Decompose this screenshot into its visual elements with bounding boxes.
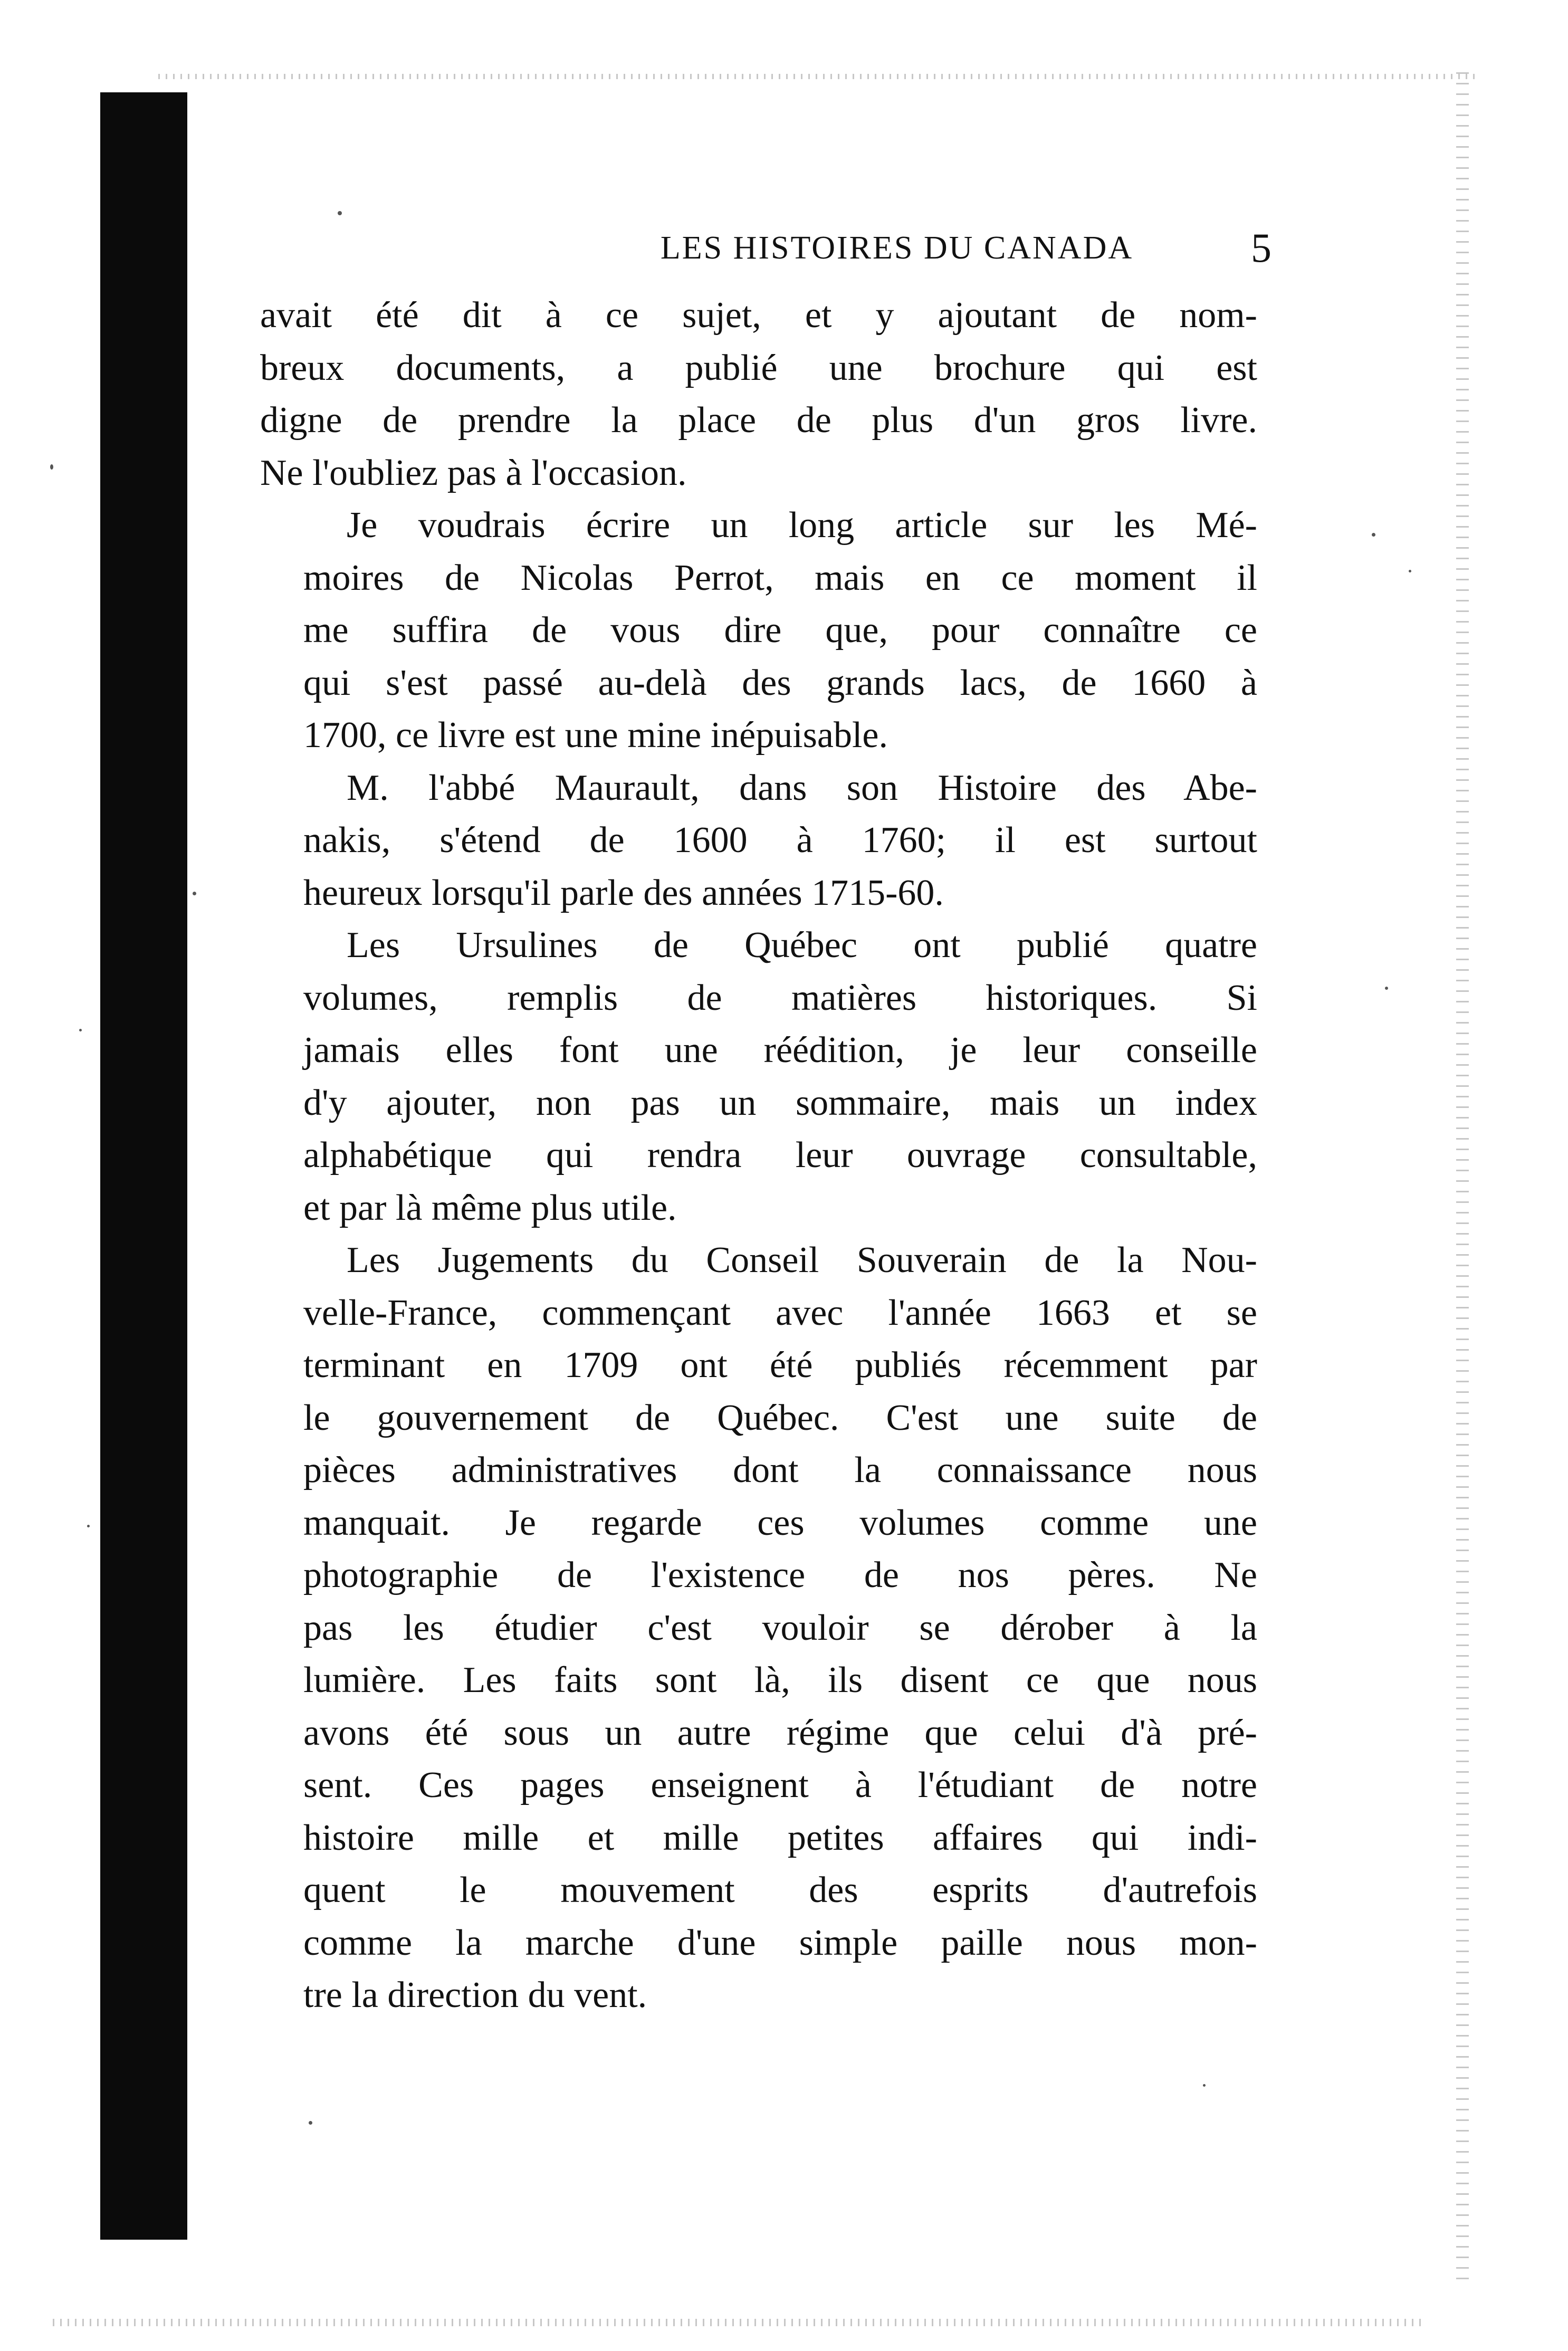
text-line: 1700, ce livre est une mine inépuisable. (303, 715, 888, 756)
paragraph (260, 289, 1257, 499)
text-line: qui s'est passé au-delà des grands lacs, de 1660 à (303, 662, 1257, 703)
paragraph (260, 1234, 1257, 2022)
text-line: comme la marche d'une simple paille nous mon- (303, 1922, 1257, 1963)
text-line: tre la direction du vent. (303, 1975, 647, 2015)
text-line: lumière. Les faits sont là, ils disent ce que nous (303, 1660, 1257, 1700)
text-line: d'y ajouter, non pas un sommaire, mais un index (303, 1082, 1257, 1123)
text-line: avons été sous un autre régime que celui d'à pré- (303, 1712, 1257, 1753)
bottom-edge-noise (53, 2319, 1424, 2326)
binding-shadow (100, 92, 187, 2240)
text-line: moires de Nicolas Perrot, mais en ce moment il (303, 557, 1257, 598)
text-line: Les Ursulines de Québec ont publié quatre (347, 925, 1257, 966)
right-edge-noise (1456, 63, 1469, 2279)
paragraph (260, 919, 1257, 1234)
text-line: quent le mouvement des esprits d'autrefois (303, 1870, 1257, 1910)
running-head: LES HISTOIRES DU CANADA (660, 230, 1134, 266)
paragraph (260, 762, 1257, 920)
text-line: histoire mille et mille petites affaires qui indi- (303, 1817, 1257, 1858)
text-line: jamais elles font une réédition, je leur conseille (303, 1030, 1257, 1071)
text-line: pas les étudier c'est vouloir se dérober à la (303, 1607, 1257, 1648)
text-line: le gouvernement de Québec. C'est une suite de (303, 1397, 1257, 1438)
text-line: velle-France, commençant avec l'année 1663 et se (303, 1292, 1257, 1333)
text-line: Les Jugements du Conseil Souverain de la Nou- (347, 1240, 1257, 1280)
top-edge-noise (158, 74, 1477, 79)
page-number: 5 (1251, 225, 1271, 271)
text-line: digne de prendre la place de plus d'un gros livre. (260, 400, 1257, 441)
text-line: Je voudrais écrire un long article sur les Mé- (347, 505, 1257, 546)
text-line: alphabétique qui rendra leur ouvrage consultable, (303, 1135, 1257, 1176)
text-line: breux documents, a publié une brochure qui est (260, 347, 1257, 388)
text-line: pièces administratives dont la connaissance nous (303, 1450, 1257, 1490)
text-line: terminant en 1709 ont été publiés récemment par (303, 1345, 1257, 1385)
paragraph (260, 499, 1257, 762)
text-line: et par là même plus utile. (303, 1187, 677, 1228)
text-line: photographie de l'existence de nos pères. Ne (303, 1555, 1257, 1595)
text-line: M. l'abbé Maurault, dans son Histoire des Abe- (347, 767, 1257, 808)
text-line: heureux lorsqu'il parle des années 1715-60. (303, 872, 944, 913)
text-line: me suffira de vous dire que, pour connaître ce (303, 610, 1257, 651)
text-line: sent. Ces pages enseignent à l'étudiant de notre (303, 1765, 1257, 1805)
body-text (260, 289, 1257, 2022)
text-line: nakis, s'étend de 1600 à 1760; il est surtout (303, 820, 1257, 861)
text-line: avait été dit à ce sujet, et y ajoutant de nom- (260, 295, 1257, 336)
text-line: Ne l'oubliez pas à l'occasion. (260, 452, 687, 493)
text-line: volumes, remplis de matières historiques. Si (303, 977, 1257, 1018)
text-line: manquait. Je regarde ces volumes comme une (303, 1502, 1257, 1543)
